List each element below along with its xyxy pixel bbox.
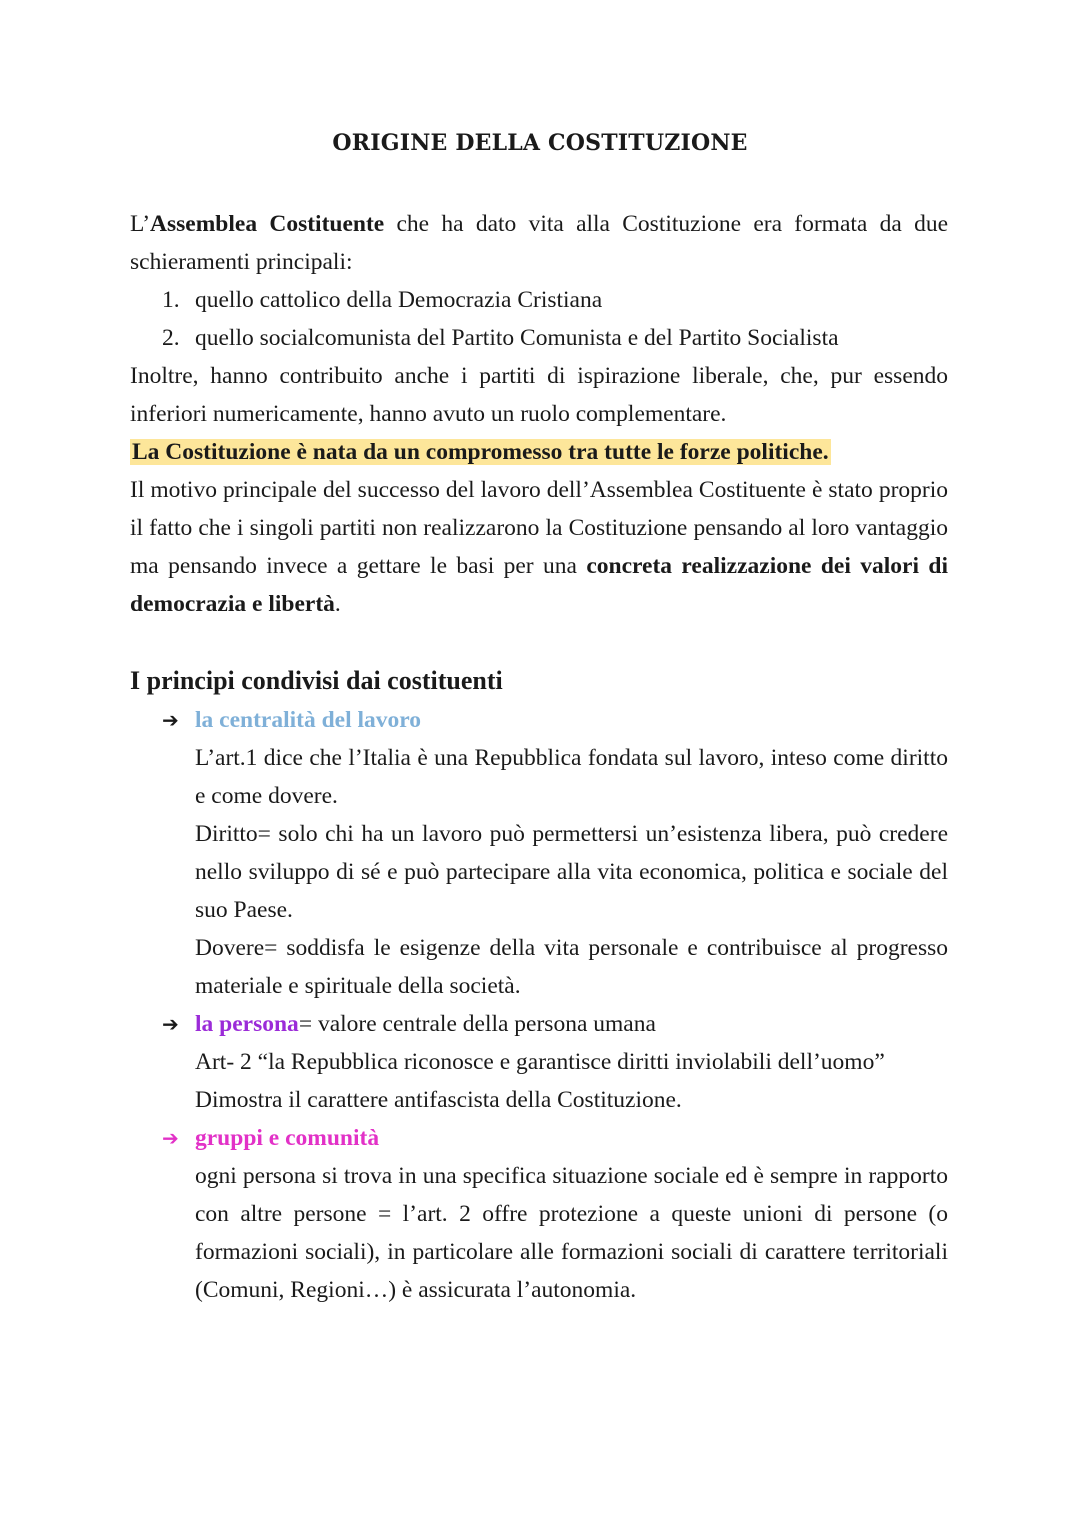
principle-item-persona bbox=[130, 1005, 948, 1119]
intro-rest: che ha dato vita alla Costituzione era formata da due schieramenti principali: bbox=[130, 211, 949, 275]
principle-line: Diritto= solo chi ha un lavoro può permettersi un’esistenza libera, può credere nello sviluppo di sé e può partecipare alla vita economica, politica e sociale del suo Paese. bbox=[195, 821, 948, 923]
intro-bold: Assemblea Costituente bbox=[150, 211, 385, 237]
principle-item-lavoro bbox=[130, 701, 948, 1005]
paragraph-success-text: Il motivo principale del successo del lavoro dell’Assemblea Costituente è stato proprio il fatto che i singoli partiti non realizzarono la Costituzione pensando al loro vantaggio ma pensando invece a gettare le basi per una bbox=[130, 477, 948, 579]
page-title: ORIGINE DELLA COSTITUZIONE bbox=[332, 130, 748, 156]
list-number: 2. bbox=[162, 325, 180, 351]
principle-line: Dovere= soddisfa le esigenze della vita personale e contribuisce al progresso materiale e spirituale della società. bbox=[195, 935, 948, 999]
principle-head: la persona bbox=[195, 1011, 299, 1037]
document-body bbox=[130, 205, 948, 1309]
arrow-icon: ➔ bbox=[162, 1012, 179, 1036]
intro-prefix: L’ bbox=[130, 211, 151, 237]
list-item bbox=[162, 319, 948, 357]
principle-head-suffix: = valore centrale della persona umana bbox=[298, 1011, 656, 1037]
principle-item-gruppi bbox=[130, 1119, 948, 1309]
list-text: quello cattolico della Democrazia Cristiana bbox=[195, 287, 603, 313]
paragraph-success-bold: concreta realizzazione dei valori di democrazia e libertà bbox=[130, 553, 948, 617]
list-item bbox=[162, 281, 948, 319]
principle-line: ogni persona si trova in una specifica situazione sociale ed è sempre in rapporto con altre persone = l’art. 2 offre protezione a queste unioni di persone (o formazioni sociali), in particolare alle formazioni sociali di carattere territoriali (Comuni, Regioni…) è assicurata l’autonomia. bbox=[195, 1163, 948, 1303]
numbered-list bbox=[130, 281, 948, 357]
section-heading: I principi condivisi dai costituenti bbox=[130, 666, 503, 695]
intro-paragraph bbox=[130, 205, 948, 281]
principle-head: gruppi e comunità bbox=[195, 1125, 380, 1151]
paragraph-liberal: Inoltre, hanno contribuito anche i partiti di ispirazione liberale, che, pur essendo inferiori numericamente, hanno avuto un ruolo complementare. bbox=[130, 363, 948, 427]
principle-line: Dimostra il carattere antifascista della Costituzione. bbox=[195, 1087, 682, 1113]
highlight-paragraph bbox=[130, 433, 948, 471]
list-text: quello socialcomunista del Partito Comunista e del Partito Socialista bbox=[195, 325, 839, 351]
paragraph-success-end: . bbox=[334, 591, 341, 617]
list-number: 1. bbox=[162, 287, 180, 313]
principle-line: Art- 2 “la Repubblica riconosce e garantisce diritti inviolabili dell’uomo” bbox=[195, 1049, 885, 1075]
principle-line: L’art.1 dice che l’Italia è una Repubblica fondata sul lavoro, inteso come diritto e come dovere. bbox=[195, 745, 948, 809]
paragraph-success bbox=[130, 471, 948, 623]
principle-head: la centralità del lavoro bbox=[195, 707, 422, 733]
arrow-icon: ➔ bbox=[162, 708, 179, 732]
highlighted-text: La Costituzione è nata da un compromesso tra tutte le forze politiche. bbox=[132, 439, 829, 465]
arrow-icon: ➔ bbox=[162, 1126, 179, 1150]
